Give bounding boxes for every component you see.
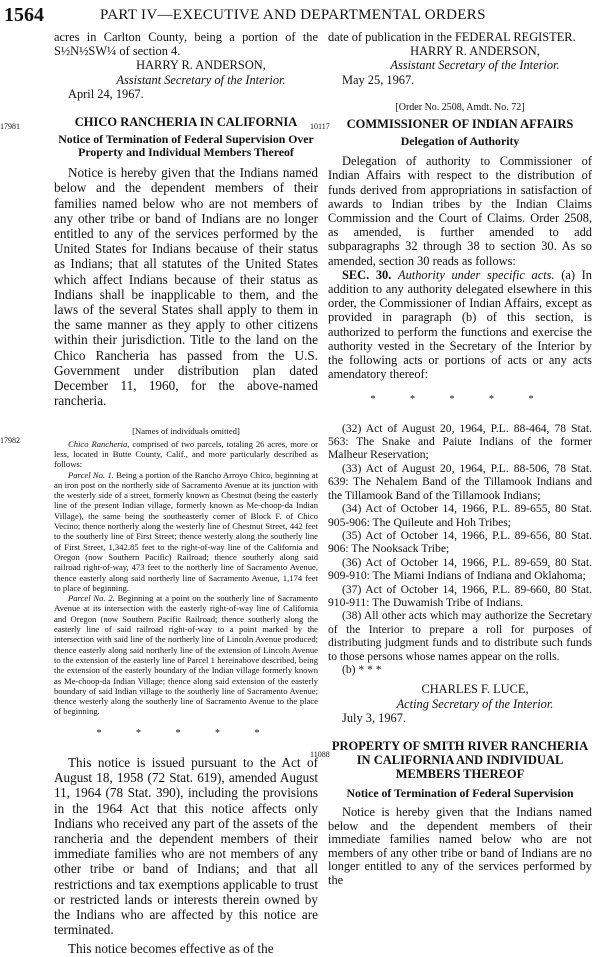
parcel-description bbox=[54, 593, 318, 717]
body-text: This notice is issued pursuant to the Act of August 18, 1958 (72 Stat. 619), amended August 11, 1964 (78 Stat. 390), including the provisions in the 1964 Act that this notice affects only Indians who received any part of the assets of the rancheria and the dependent members of their immediate families who are not members of any other tribe or band of Indians; and that all restrictions and tax exemptions applicable to trust or restricted lands or interests therein owned by the Indians who are affected by this notice are terminated. bbox=[54, 754, 318, 938]
signature-title: Acting Secretary of the Interior. bbox=[396, 696, 554, 711]
right-column bbox=[328, 30, 592, 888]
body-text: Notice is hereby given that the Indians named below and the dependent members of their immediate families named below who are not members of any other tribe or band of Indians are no longer entitled to any of the services performed by the bbox=[328, 805, 592, 887]
list-item: (33) Act of August 20, 1964, P.L. 88-506, 78 Stat. 639: The Nehalem Band of the Tillamook Indians and the Tillamook Band of the Tillamook Indians; bbox=[328, 461, 592, 502]
signature-date: April 24, 1967. bbox=[68, 86, 144, 101]
page-number: 1564 bbox=[4, 4, 44, 26]
signature-name: HARRY R. ANDERSON, bbox=[410, 44, 540, 59]
body-text: Delegation of authority to Commissioner of Indian Affairs with respect to the distribution of funds derived from appropriations in satisfaction of awards to Indian tribes by the Indian Claims Commission and the Court of Claims. Order 2508, as amended, is further amended to add subparagraphs 32 through 38 to section 30. As so amended, section 30 reads as follows: bbox=[328, 154, 592, 268]
section-heading: CHICO RANCHERIA IN CALIFORNIA bbox=[74, 115, 298, 130]
signature-name: HARRY R. ANDERSON, bbox=[136, 58, 266, 73]
margin-note: 10117 bbox=[310, 122, 330, 131]
margin-note: 11088 bbox=[310, 750, 330, 759]
names-omitted-note: [Names of individuals omitted] bbox=[132, 426, 240, 437]
running-head: PART IV—EXECUTIVE AND DEPARTMENTAL ORDERS bbox=[100, 7, 486, 23]
parcel-text: Beginning at a point on the southerly line of Sacramento Avenue at its intersection with the easterly right-of-way line of California and Oregon (now Southern Pacific Railroad; thence southerly along the easterly line of said railroad right-of-way to a point marked by the intersection with said line of the northerly line of Lincoln Avenue produced; thence easterly along said northerly line of the extension of Lincoln Avenue to the extension of the easterly line of Parcel 1 hereinabove described, being the extension of the easterly boundary of the Indian village formerly known as Me-choop-da Indian Village; thence along said extension of the easterly boundary of said Indian village to the southerly line of Sacramento Avenue; thence westerly along the southerly line of Sacramento Avenue to the place of beginning. bbox=[54, 593, 318, 717]
signature-name: CHARLES F. LUCE, bbox=[421, 682, 529, 697]
signature-title: Assistant Secretary of the Interior. bbox=[116, 72, 286, 87]
signature-title: Assistant Secretary of the Interior. bbox=[390, 58, 560, 73]
ellipsis-stars: * * * * * bbox=[370, 394, 550, 406]
land-description-text: comprised of two parcels, totaling 26 acres, more or less, located in Butte County, Calif., and more particularly described as follows: bbox=[54, 438, 318, 470]
list-item: (37) Act of October 14, 1966, P.L. 89-660, 80 Stat. 910-911: The Duwamish Tribe of Indians. bbox=[328, 582, 592, 609]
parcel-label: Parcel No. 2. bbox=[68, 593, 115, 604]
margin-note: 17981 bbox=[0, 122, 20, 131]
section-subheading: Notice of Termination of Federal Supervision Over Property and Individual Members Thereof bbox=[58, 132, 314, 160]
list-item: (32) Act of August 20, 1964, P.L. 88-464, 78 Stat. 563: The Snake and Paiute Indians of the former Malheur Reservation; bbox=[328, 421, 592, 462]
parcel-label: Parcel No. 1. bbox=[68, 469, 114, 480]
ellipsis-stars: * * * * * bbox=[96, 727, 276, 739]
section-30-text bbox=[328, 268, 592, 382]
left-column bbox=[54, 30, 318, 957]
body-text: This notice becomes effective as of the bbox=[68, 941, 274, 957]
section-title: Authority under specific acts. bbox=[398, 267, 555, 282]
rancheria-name: Chico Rancheria, bbox=[68, 438, 130, 449]
list-item: (b) * * * bbox=[342, 662, 382, 676]
list-item: (34) Act of October 14, 1966, P.L. 89-655, 80 Stat. 905-906: The Quileute and Hoh Tribes; bbox=[328, 502, 592, 529]
list-item: (36) Act of October 14, 1966, P.L. 89-659, 80 Stat. 909-910: The Miami Indians of Indiana and Oklahoma; bbox=[328, 555, 592, 583]
section-body: (a) In addition to any authority delegated elsewhere in this order, the Commissioner of Indian Affairs, except as provided in paragraph (b) of this section, is authorized to perform the functions and exercise the authority vested in the Secretary of the Interior by the following acts or portions of acts or any acts amendatory thereof: bbox=[328, 267, 592, 382]
signature-date: May 25, 1967. bbox=[342, 72, 415, 87]
order-note: [Order No. 2508, Amdt. No. 72] bbox=[395, 101, 525, 113]
signature-date: July 3, 1967. bbox=[342, 710, 407, 725]
body-text: Notice is hereby given that the Indians named below and the dependent members of their families named below who are not members of any other tribe or band of Indians are no longer entitled to any of the services performed by the United States for Indians because of their status as Indians; that all statutes of the United States which affect Indians because of their status as Indians shall be inapplicable to them, and the laws of the several States shall apply to them in the same manner as they apply to other citizens within their jurisdiction. Title to the land on the Chico Rancheria has passed from the U.S. Government under distribution plan dated December 11, 1960, for the above-named rancheria. bbox=[54, 165, 318, 409]
parcel-text: Being a portion of the Rancho Arroyo Chico, beginning at an iron post on the northerly side of Sacramento Avenue at its junction with the westerly side of a street, formerly known as Chestnut (being the easterly line of the present Indian village, formerly known as Me-choop-da Indian Village), the same being the southeasterly corner of Block F. of Chico Vecino; thence northerly along the westerly line of Chestnut Street, 442 feet to the southerly line of First Street; thence westerly along the southerly line of First Street, 1,342.85 feet to the right-of-way line of the California and Oregon (now Southern Pacific) Railroad; thence southerly along said railroad right-of-way, 473 feet to the northerly line of Sacramento Avenue, thence easterly along said northerly line of Sacramento Avenue, 1,174 feet to place of beginning. bbox=[54, 469, 319, 593]
section-heading: PROPERTY OF SMITH RIVER RANCHERIA IN CALIFORNIA AND INDIVIDUAL MEMBERS THEREOF bbox=[331, 739, 589, 781]
list-item: (38) All other acts which may authorize the Secretary of the Interior to prepare a roll for purposes of distributing judgment funds and to distribute such funds to those persons whose names appear on the rolls. bbox=[328, 609, 592, 663]
section-subheading: Delegation of Authority bbox=[400, 134, 520, 149]
page-header bbox=[0, 4, 596, 26]
body-text: acres in Carlton County, being a portion of the S½N½SW¼ of section 4. bbox=[54, 30, 318, 59]
section-heading: COMMISSIONER OF INDIAN AFFAIRS bbox=[346, 117, 574, 132]
land-description bbox=[54, 439, 318, 470]
section-subheading: Notice of Termination of Federal Supervision bbox=[346, 786, 574, 800]
margin-note: 17982 bbox=[0, 436, 20, 445]
list-item: (35) Act of October 14, 1966, P.L. 89-656, 80 Stat. 906: The Nooksack Tribe; bbox=[328, 528, 592, 556]
body-text: date of publication in the FEDERAL REGISTER. bbox=[328, 30, 576, 44]
parcel-description bbox=[54, 470, 318, 594]
section-label: SEC. 30. bbox=[342, 267, 392, 282]
